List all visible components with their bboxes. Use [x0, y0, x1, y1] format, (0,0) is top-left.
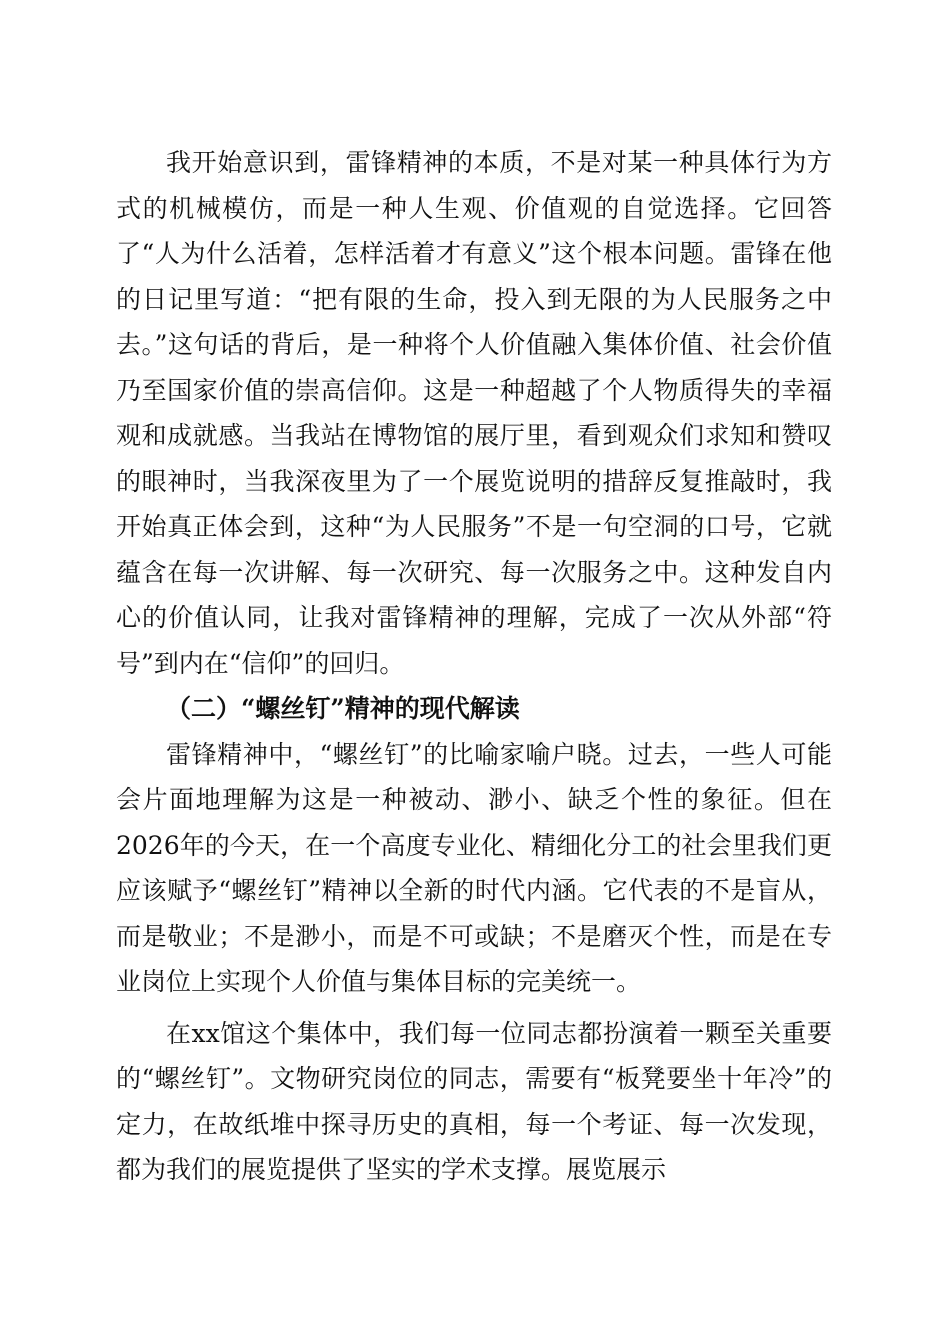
section-heading: （二）“螺丝钉”精神的现代解读 — [166, 694, 520, 723]
body-paragraph-1: 我开始意识到，雷锋精神的本质，不是对某一种具体行为方式的机械模仿，而是一种人生观、价值观的自觉选择。它回答了“人为什么活着，怎样活着才有意义”这个根本问题。雷锋在他的日记里写道：“把有限的生命，投入到无限的为人民服务之中去。”这句话的背后，是一种将个人价值融入集体价值、社会价值乃至国家价值的崇高信仰。这是一种超越了个人物质得失的幸福观和成就感。当我站在博物馆的展厅里，看到观众们求知和赞叹的眼神时，当我深夜里为了一个展览说明的措辞反复推敲时，我开始真正体会到，这种“为人民服务”不是一句空洞的口号，它就蕴含在每一次讲解、每一次研究、每一次服务之中。这种发自内心的价值认同，让我对雷锋精神的理解，完成了一次从外部“符号”到内在“信仰”的回归。 — [116, 148, 832, 678]
body-paragraph-3: 在xx馆这个集体中，我们每一位同志都扮演着一颗至关重要的“螺丝钉”。文物研究岗位的同志，需要有“板凳要坐十年冷”的定力，在故纸堆中探寻历史的真相，每一个考证、每一次发现，都为我们的展览提供了坚实的学术支撑。展览展示 — [116, 1018, 832, 1184]
document-body — [116, 140, 832, 1193]
body-paragraph-2: 雷锋精神中，“螺丝钉”的比喻家喻户晓。过去，一些人可能会片面地理解为这是一种被动、渺小、缺乏个性的象征。但在2026年的今天，在一个高度专业化、精细化分工的社会里我们更应该赋予“螺丝钉”精神以全新的时代内涵。它代表的不是盲从，而是敬业；不是渺小，而是不可或缺；不是磨灭个性，而是在专业岗位上实现个人价值与集体目标的完美统一。 — [116, 739, 832, 996]
